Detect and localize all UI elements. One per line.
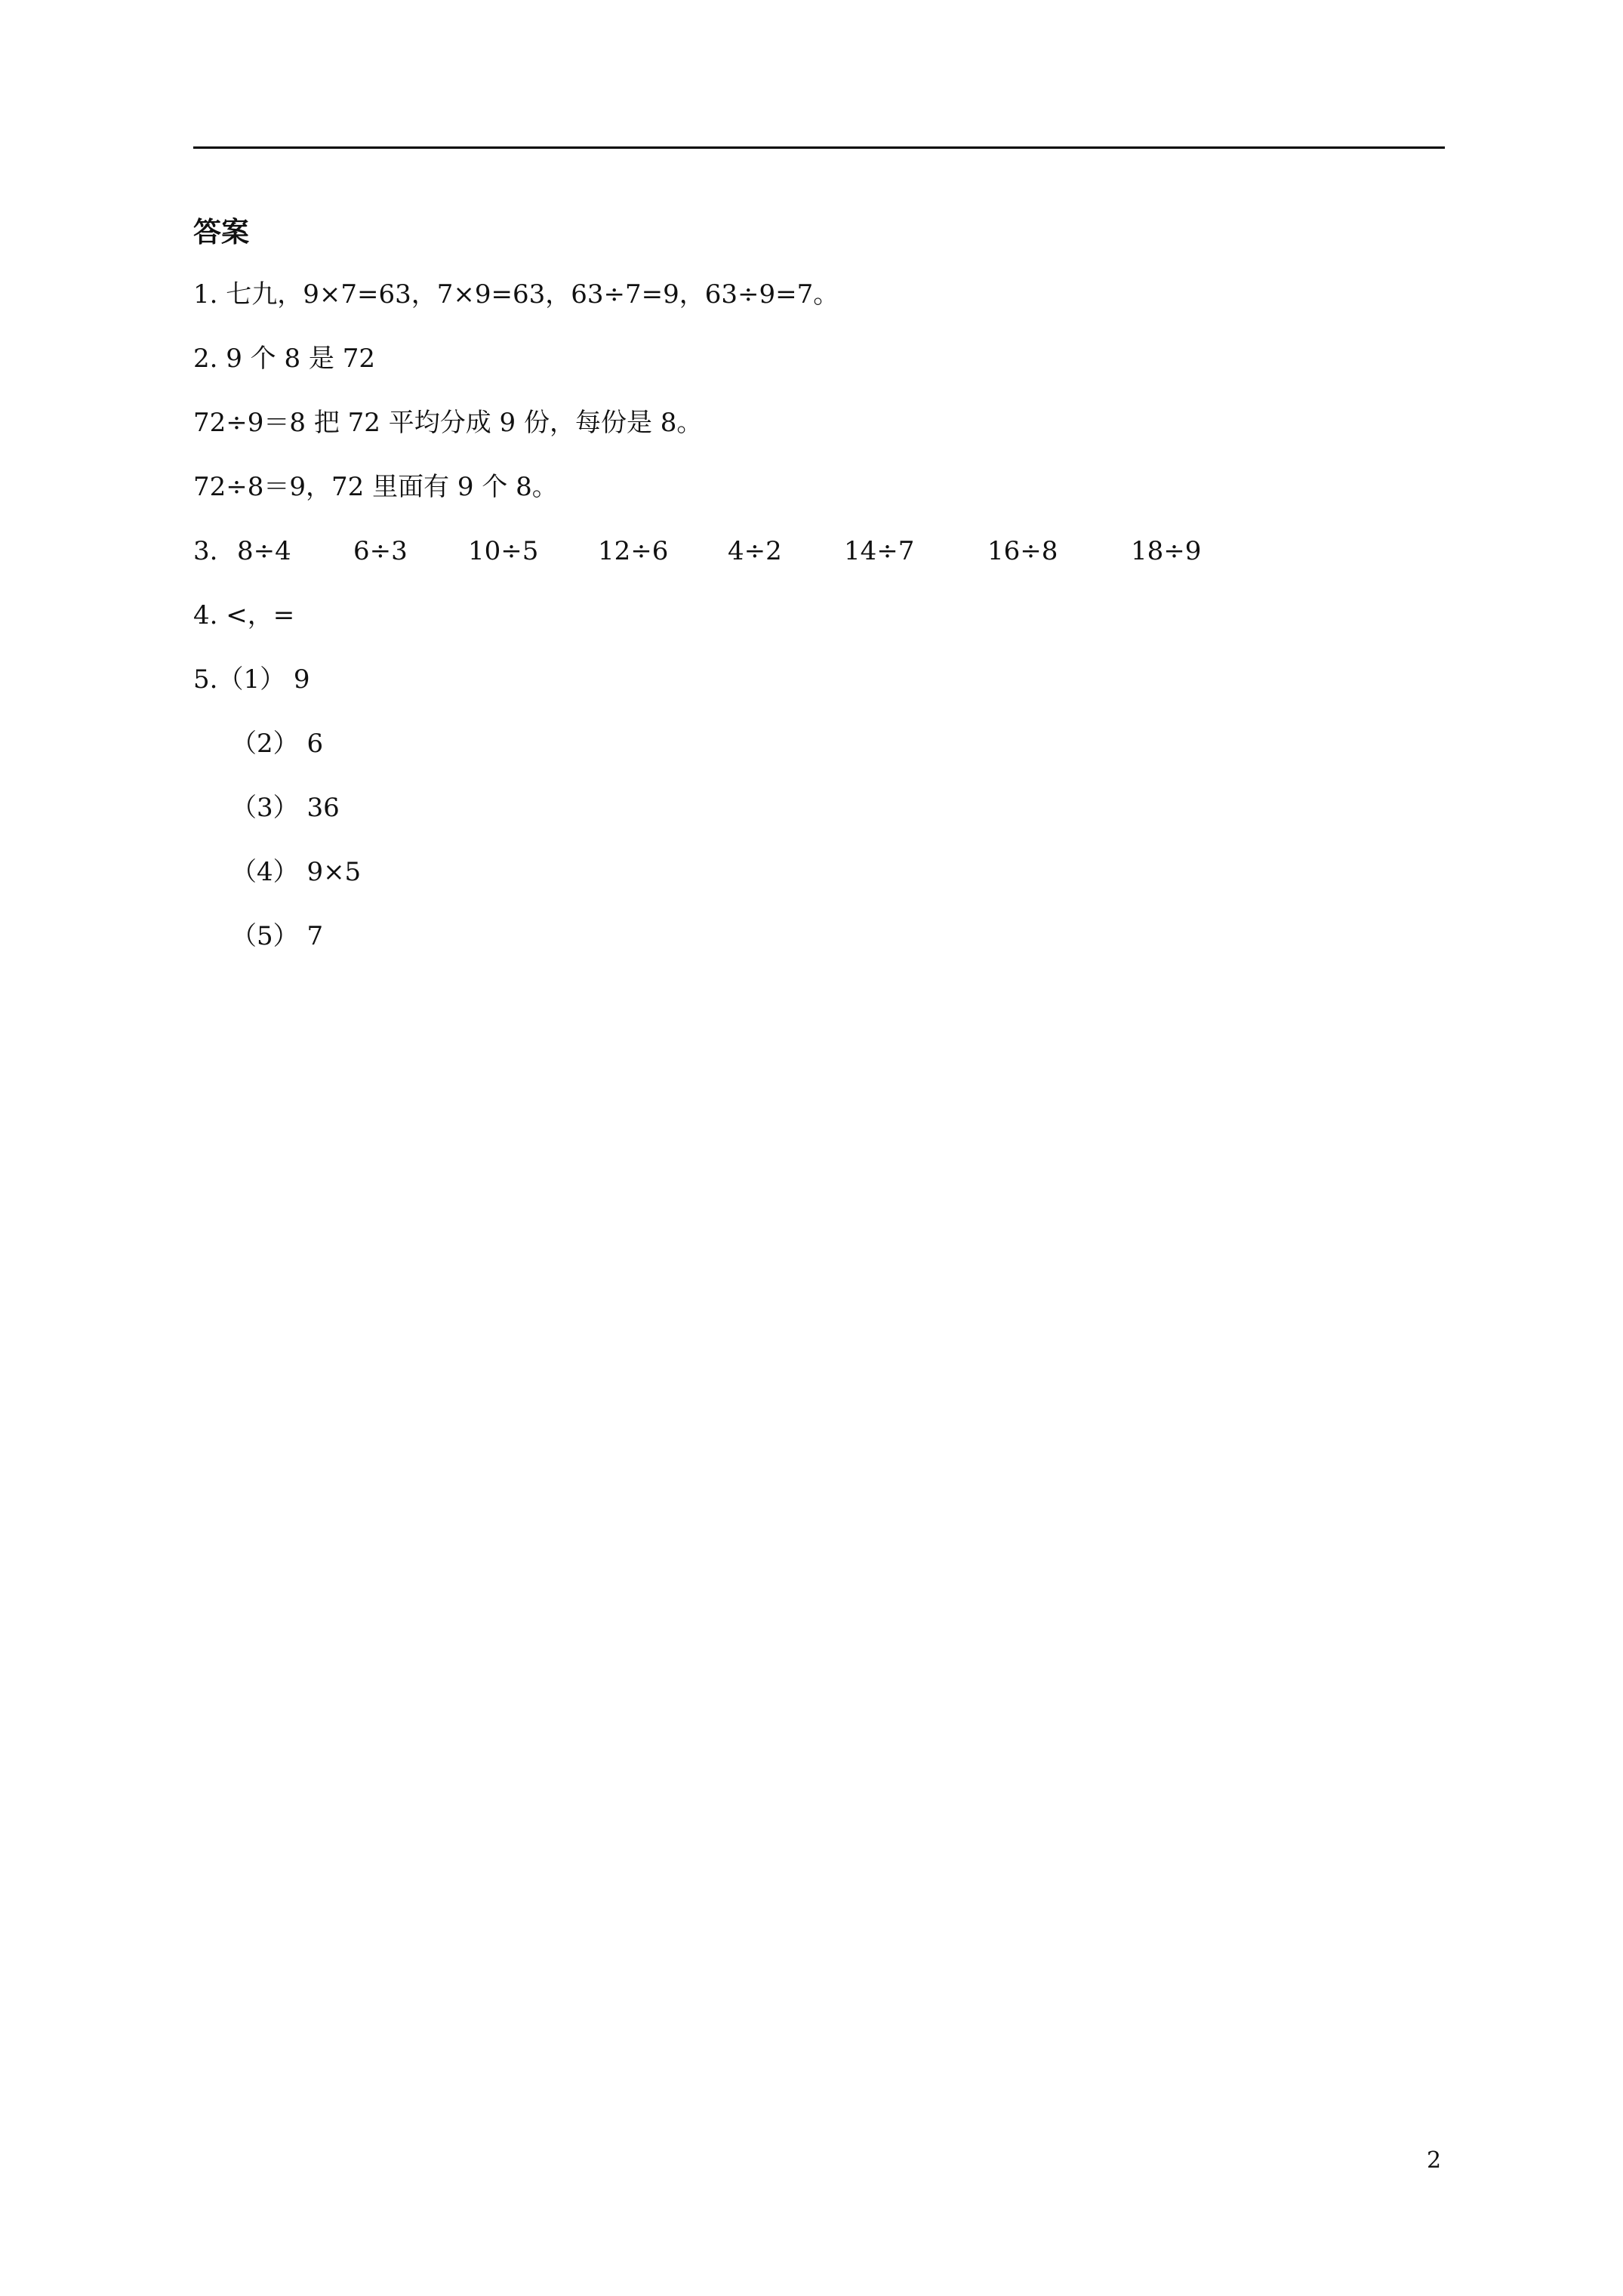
answer-3-item: 4÷2 — [728, 536, 782, 566]
answer-2: 2. 9 个 8 是 72 — [193, 344, 376, 374]
answer-3-prefix: 3. — [193, 536, 218, 566]
answer-4: 4. <，= — [193, 600, 295, 630]
answer-3-item: 16÷8 — [987, 536, 1058, 566]
answer-3-item: 10÷5 — [468, 536, 539, 566]
answer-5-part-5: （5） 7 — [231, 921, 324, 951]
answer-3 — [193, 533, 1326, 569]
answer-2-line-2: 72÷9＝8 把 72 平均分成 9 份，每份是 8。 — [193, 408, 703, 438]
answer-3-item: 12÷6 — [598, 536, 669, 566]
answer-5-part-4: （4） 9×5 — [231, 857, 362, 887]
answer-5-part-1: 5.（1） 9 — [193, 664, 310, 695]
answer-3-item: 14÷7 — [844, 536, 915, 566]
answer-5-part-3: （3） 36 — [231, 793, 340, 823]
answer-5-part-2: （2） 6 — [231, 729, 324, 759]
answer-3-item: 8÷4 — [237, 536, 291, 566]
answer-3-item: 6÷3 — [353, 536, 408, 566]
answer-title: 答案 — [193, 215, 249, 248]
answer-2-line-3: 72÷8＝9，72 里面有 9 个 8。 — [193, 472, 558, 502]
header-rule — [193, 146, 1445, 149]
answer-3-item: 18÷9 — [1131, 536, 1202, 566]
answer-1: 1. 七九，9×7=63，7×9=63，63÷7=9，63÷9=7。 — [193, 279, 839, 310]
page-number: 2 — [1427, 2147, 1442, 2174]
